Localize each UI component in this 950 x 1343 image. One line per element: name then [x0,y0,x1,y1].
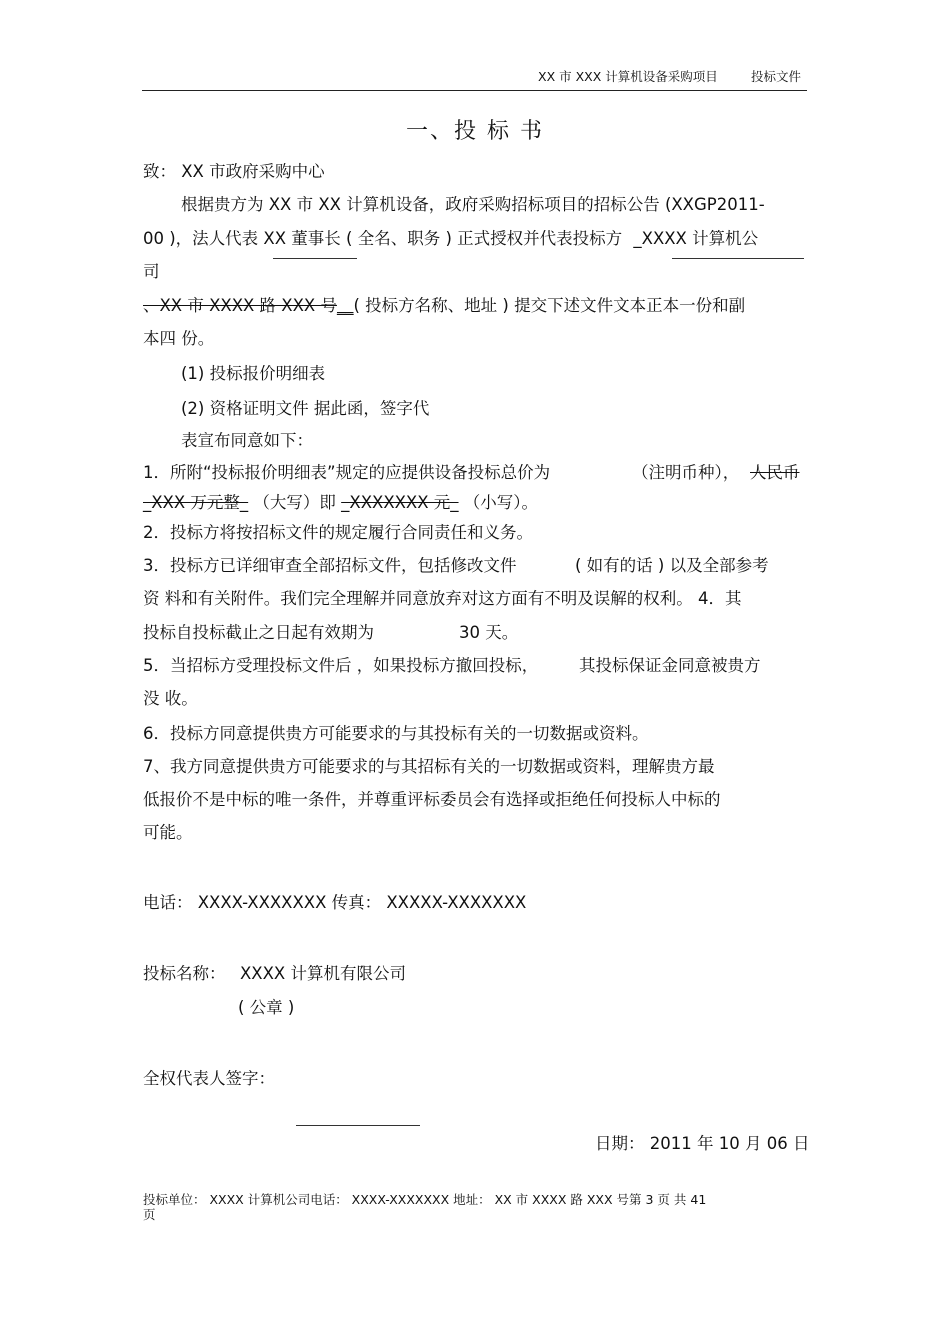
clause1-line2 [143,489,538,513]
list-item: (1) 投标报价明细表 [181,364,326,383]
address-fill: 、XX 市 XXXX 路 XXX 号 [143,296,337,315]
footer-line2: 页 [143,1207,156,1222]
para1-line5: 本四 份。 [143,329,215,348]
amount-words: _XXX 万元整_ [143,493,249,512]
para1-line1: 根据贵方为 XX 市 XX 计算机设备，政府采购招标项目的招标公告 (XXGP2011- [181,195,765,214]
header-project: XX 市 XXX 计算机设备采购项目 [538,69,718,84]
clause3-line2: 资 料和有关附件。我们完全理解并同意放弃对这方面有不明及误解的权利。 4．其 [143,589,742,608]
clause4-line1a: 投标自投标截止之日起有效期为 [143,623,374,642]
clause3-line1b: ( 如有的话 ) 以及全部参考 [575,556,769,575]
signature-label: 全权代表人签字： [143,1069,275,1088]
list-item: (2) 资格证明文件 据此函，签字代 [181,399,430,418]
clause4-line1b: 30 天。 [459,623,519,642]
bidder-name-fill: _XXXX 计算机公 [633,229,759,248]
date-line: 日期： 2011 年 10 月 06 日 [595,1134,810,1153]
clause5-line1b: 其投标保证金同意被贵方 [579,656,761,675]
bidder-label: 投标名称： [143,964,226,983]
page-title: 一、投 标 书 [406,119,544,144]
signature-line [296,1125,420,1126]
addressee: 致： XX 市政府采购中心 [143,162,325,181]
seal-label: ( 公章 ) [238,998,295,1017]
footer-line1: 投标单位： XXXX 计算机公司电话： XXXX-XXXXXXX 地址： XX 市 XXXX 路 XXX 号第 3 页 共 41 [143,1192,707,1207]
para1-line2 [143,225,758,249]
clause7-line3: 可能。 [143,823,193,842]
clause7-line2: 低报价不是中标的唯一条件，并尊重评标委员会有选择或拒绝任何投标人中标的 [143,790,721,809]
clause5-line2: 没 收。 [143,689,198,708]
address-blank: __ [336,296,354,315]
currency-fill: 人民币 [750,463,800,482]
header-divider [142,90,807,91]
clause6: 6．投标方同意提供贵方可能要求的与其投标有关的一切数据或资料。 [143,724,649,743]
para2: 表宣布同意如下： [181,431,313,450]
header-doc-type: 投标文件 [751,69,802,84]
clause7-line1: 7、我方同意提供贵方可能要求的与其招标有关的一切数据或资料，理解贵方最 [143,757,715,776]
contact-line: 电话： XXXX-XXXXXXX 传真： XXXXX-XXXXXXX [143,893,527,912]
para1-line4-text: ( 投标方名称、地址 ) 提交下述文件文本正本一份和副 [353,296,746,315]
para1-line4 [143,292,745,316]
amount-number: _XXXXXXX 元_ [341,493,459,512]
underline-company [672,258,804,259]
amount-words-label: （大写）即 [253,493,336,512]
underline-rep [273,258,357,259]
clause3-line1a: 3．投标方已详细审查全部招标文件，包括修改文件 [143,556,517,575]
clause1-line1a: 1．所附“投标报价明细表”规定的应提供设备投标总价为 [143,463,551,482]
clause5-line1a: 5．当招标方受理投标文件后 ，如果投标方撤回投标， [143,656,539,675]
para1-line3: 司 [143,262,160,281]
para1-line2-text: 00 )，法人代表 XX 董事长 ( 全名、职务 ) 正式授权并代表投标方 [143,229,623,248]
clause2: 2．投标方将按招标文件的规定履行合同责任和义务。 [143,523,533,542]
bidder-name: XXXX 计算机有限公司 [240,964,406,983]
clause1-line1b: （注明币种）， [632,463,740,482]
amount-number-label: （小写）。 [463,493,539,512]
